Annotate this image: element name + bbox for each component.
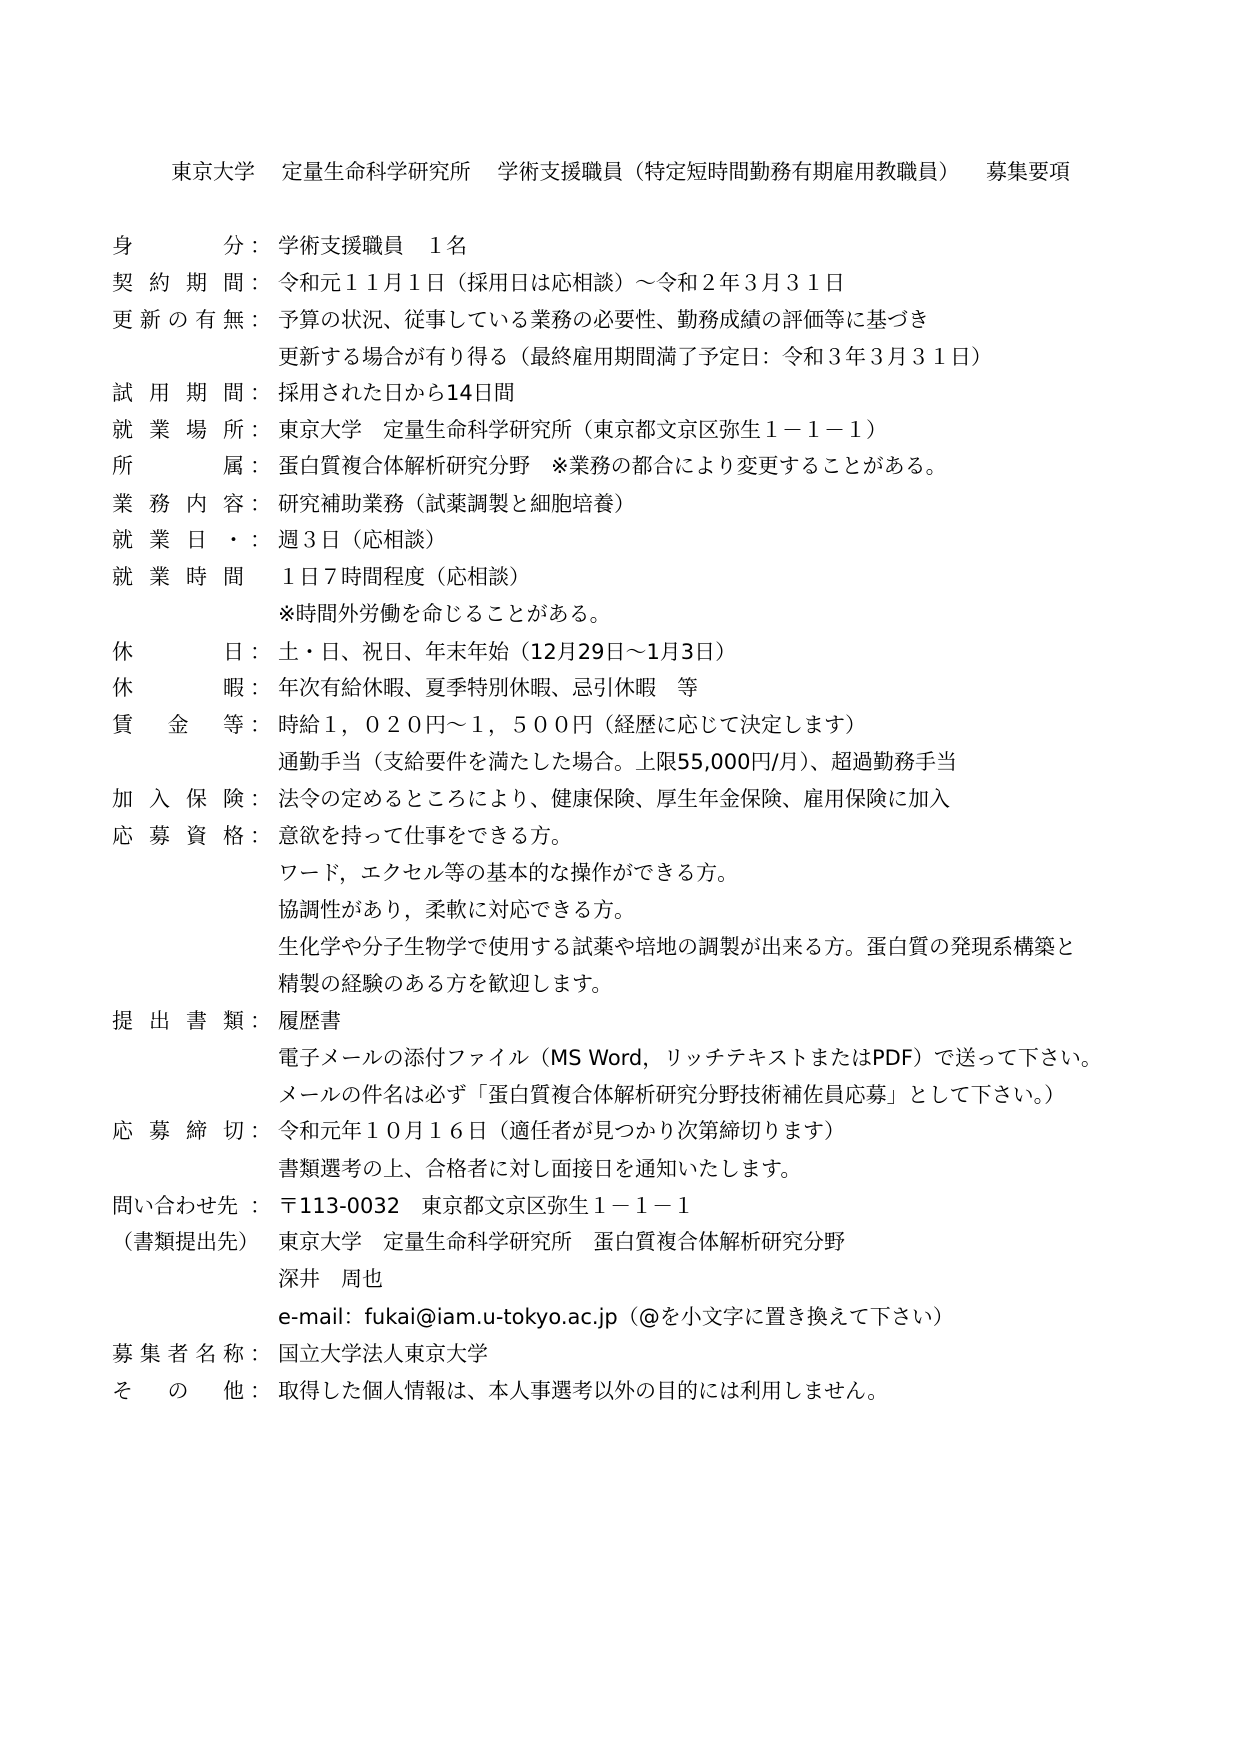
row-label-part: 募: [149, 1119, 170, 1143]
row-label-part: 称: [223, 1342, 244, 1366]
row-colon: ：: [250, 1379, 271, 1403]
row-colon: ：: [250, 308, 271, 332]
row-value: 国立大学法人東京大学: [278, 1342, 488, 1366]
row-colon: ：: [250, 640, 271, 664]
page-title: [0, 156, 1241, 186]
row-label-part: 約: [149, 271, 170, 295]
row-colon: ：: [250, 1119, 271, 1143]
row-label-part: 業: [149, 418, 170, 442]
row-value: 取得した個人情報は、本人事選考以外の目的には利用しません。: [278, 1379, 889, 1403]
row-label-part: 募: [149, 824, 170, 848]
row-colon: ：: [250, 234, 271, 258]
row-label-part: 用: [149, 381, 170, 405]
row-label-part: 間: [223, 565, 244, 589]
row-value: メールの件名は必ず「蛋白質複合体解析研究分野技術補佐員応募」として下さい。）: [278, 1083, 1066, 1107]
row-label-part: 分: [223, 234, 244, 258]
row-label: [112, 1001, 244, 1041]
row-label-part: 試: [112, 381, 133, 405]
row-value: 土・日、祝日、年末年始（12月29日～1月3日）: [278, 640, 737, 664]
row-label-part: 期: [186, 271, 207, 295]
row-value: 書類選考の上、合格者に対し面接日を通知いたします。: [278, 1157, 802, 1181]
row-label-part: 入: [149, 787, 170, 811]
row-colon: ：: [250, 418, 271, 442]
row-label: [112, 410, 244, 450]
row-label-part: 保: [186, 787, 207, 811]
row-label: [112, 668, 244, 708]
row-colon: ：: [250, 824, 271, 848]
row-label: [112, 263, 244, 303]
row-label-part: 問い合わせ先: [112, 1194, 238, 1218]
row-label-part: 就: [112, 418, 133, 442]
row-value: 時給１，０２０円～１，５００円（経歴に応じて決定します）: [278, 713, 866, 737]
row-label-part: 金: [167, 713, 189, 737]
row-value: 法令の定めるところにより、健康保険、厚生年金保険、雇用保険に加入: [278, 787, 950, 811]
row-label-part: 更: [112, 308, 133, 332]
row-colon: ：: [250, 713, 271, 737]
row-label-part: 業: [112, 492, 133, 516]
row-value: 学術支援職員 １名: [278, 234, 467, 258]
row-value: １日７時間程度（応相談）: [278, 565, 530, 589]
row-value: 令和元年１０月１６日（適任者が見つかり次第締切ります）: [278, 1119, 845, 1143]
row-value: ワード，エクセル等の基本的な操作ができる方。: [278, 861, 739, 885]
row-value: 履歴書: [278, 1009, 341, 1033]
row-label: [112, 1371, 244, 1411]
row-label-part: 時: [186, 565, 207, 589]
row-label-part: 応: [112, 824, 133, 848]
row-label-part: の: [167, 1379, 189, 1403]
row-label-part: 容: [223, 492, 244, 516]
row-label-part: 属: [223, 454, 244, 478]
row-label-part: 有: [195, 308, 217, 332]
row-value: 精製の経験のある方を歓迎します。: [278, 972, 613, 996]
row-value: 〒113-0032 東京都文京区弥生１－１－１: [278, 1194, 695, 1218]
row-value: e-mail：fukai@iam.u-tokyo.ac.jp（@を小文字に置き換えて下さい）: [278, 1305, 954, 1329]
row-label-part: 等: [223, 713, 244, 737]
row-colon: ：: [250, 676, 271, 700]
row-value: 深井 周也: [278, 1267, 383, 1291]
row-colon: ：: [250, 528, 271, 552]
row-value: 協調性があり，柔軟に対応できる方。: [278, 898, 635, 922]
row-label-part: 募: [112, 1342, 133, 1366]
row-colon: ：: [250, 1342, 271, 1366]
row-label: [112, 816, 244, 856]
title-university: 東京大学: [170, 160, 255, 184]
row-value: 蛋白質複合体解析研究分野 ※業務の都合により変更することがある。: [278, 454, 947, 478]
row-value: 予算の状況、従事している業務の必要性、勤務成績の評価等に基づき: [278, 308, 929, 332]
row-colon: ：: [250, 271, 271, 295]
row-label-part: の: [167, 308, 189, 332]
row-label-part: 間: [223, 271, 244, 295]
row-label: [112, 705, 244, 745]
row-label-part: 所: [112, 454, 133, 478]
row-colon: ：: [250, 1194, 271, 1218]
row-value: 年次有給休暇、夏季特別休暇、忌引休暇 等: [278, 676, 698, 700]
row-label-part: 名: [195, 1342, 217, 1366]
row-label-part: 日: [186, 528, 207, 552]
row-value: 令和元１１月１日（採用日は応相談）～令和２年３月３１日: [278, 271, 845, 295]
row-label-part: 業: [149, 565, 170, 589]
row-label: [112, 1334, 244, 1374]
row-label: [112, 632, 244, 672]
row-label-part: 出: [149, 1009, 170, 1033]
row-value: 東京大学 定量生命科学研究所（東京都文京区弥生１－１－１）: [278, 418, 887, 442]
row-value: 採用された日から14日間: [278, 381, 515, 405]
row-label-part: 間: [223, 381, 244, 405]
row-label-part: ・: [223, 528, 244, 552]
row-label-part: 所: [223, 418, 244, 442]
row-label: [112, 226, 244, 266]
row-label-part: 就: [112, 528, 133, 552]
row-colon: ：: [250, 454, 271, 478]
row-value: 研究補助業務（試薬調製と細胞培養）: [278, 492, 635, 516]
row-label-part: 険: [223, 787, 244, 811]
row-label-part: 格: [223, 824, 244, 848]
row-value: ※時間外労働を命じることがある。: [278, 602, 611, 626]
row-label: [112, 1222, 259, 1262]
row-label-part: 切: [223, 1119, 244, 1143]
row-label-part: 提: [112, 1009, 133, 1033]
row-label-part: 資: [186, 824, 207, 848]
row-label-part: 場: [186, 418, 207, 442]
row-colon: ：: [250, 492, 271, 516]
row-label-part: そ: [112, 1379, 133, 1403]
row-label-part: 無: [223, 308, 244, 332]
row-label: [112, 520, 244, 560]
row-label-part: 応: [112, 1119, 133, 1143]
row-label-part: 就: [112, 565, 133, 589]
row-label-part: 者: [167, 1342, 189, 1366]
row-label-part: 身: [112, 234, 133, 258]
row-label-part: 他: [223, 1379, 244, 1403]
row-label-part: 書: [186, 1009, 207, 1033]
row-label: [112, 1186, 244, 1226]
row-label-part: 新: [139, 308, 161, 332]
row-value: 週３日（応相談）: [278, 528, 446, 552]
title-position: 学術支援職員（特定短時間勤務有期雇用教職員）: [497, 160, 960, 184]
row-label-part: 集: [139, 1342, 161, 1366]
row-label-part: 日: [223, 640, 244, 664]
row-label: [112, 1111, 244, 1151]
row-label-part: 務: [149, 492, 170, 516]
row-label-part: 類: [223, 1009, 244, 1033]
row-label-part: 休: [112, 640, 133, 664]
row-label-part: 賃: [112, 713, 133, 737]
row-value: 通勤手当（支給要件を満たした場合。上限55,000円/月）、超過勤務手当: [278, 750, 958, 774]
row-value: 更新する場合が有り得る（最終雇用期間満了予定日：令和３年３月３１日）: [278, 345, 992, 369]
row-label: [112, 779, 244, 819]
row-label: [112, 373, 244, 413]
row-label-part: 暇: [223, 676, 244, 700]
row-colon: ：: [250, 1009, 271, 1033]
row-label: [112, 557, 244, 597]
row-label: [112, 446, 244, 486]
row-label-part: 期: [186, 381, 207, 405]
row-label: [112, 484, 244, 524]
title-institute: 定量生命科学研究所: [281, 160, 471, 184]
row-label-part: 加: [112, 787, 133, 811]
row-value: 電子メールの添付ファイル（MS Word，リッチテキストまたはPDF）で送って下さい。: [278, 1046, 1102, 1070]
row-label-part: （書類提出先）: [112, 1230, 259, 1254]
title-suffix: 募集要項: [986, 160, 1071, 184]
row-label-part: 業: [149, 528, 170, 552]
row-value: 東京大学 定量生命科学研究所 蛋白質複合体解析研究分野: [278, 1230, 845, 1254]
row-colon: ：: [250, 787, 271, 811]
row-label: [112, 300, 244, 340]
row-label-part: 内: [186, 492, 207, 516]
row-label-part: 締: [186, 1119, 207, 1143]
row-colon: ：: [250, 381, 271, 405]
row-label-part: 休: [112, 676, 133, 700]
row-value: 意欲を持って仕事をできる方。: [278, 824, 572, 848]
row-label-part: 契: [112, 271, 133, 295]
row-value: 生化学や分子生物学で使用する試薬や培地の調製が出来る方。蛋白質の発現系構築と: [278, 935, 1076, 959]
